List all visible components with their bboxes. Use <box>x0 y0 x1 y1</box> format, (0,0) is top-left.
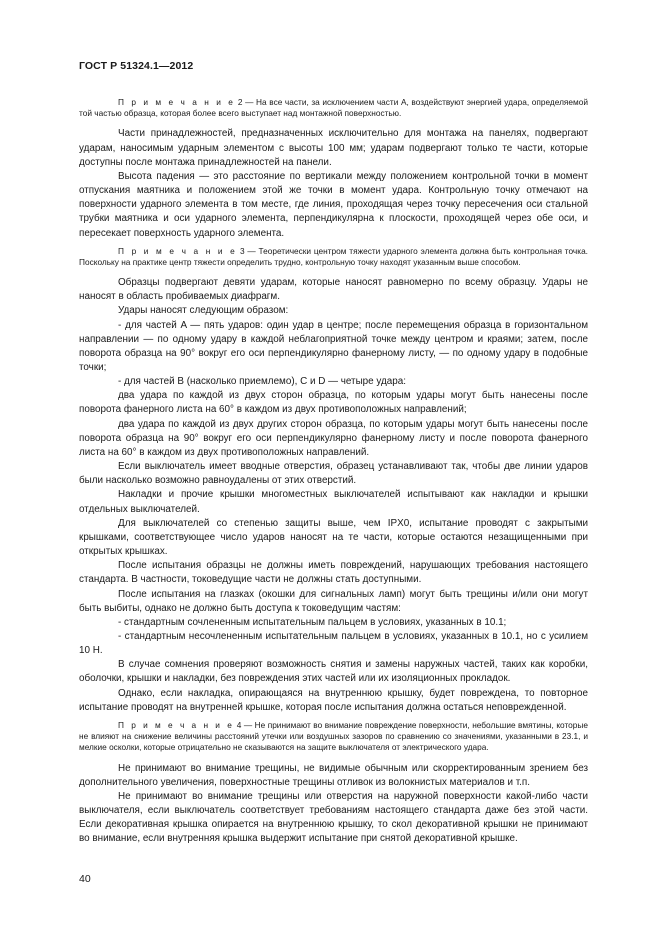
paragraph: В случае сомнения проверяют возможность снятия и замены наружных частей, таких как коробки, оболочки, крышки и накладки, без повреждения этих частей или их изоляционных прокладок. <box>79 659 588 685</box>
note-4 <box>79 720 588 754</box>
paragraph: После испытания образцы не должны иметь повреждений, нарушающих требования настоящего стандарта. В частности, токоведущие части не должны стать доступными. <box>79 560 588 586</box>
note-text: 3 — Теоретически центром тяжести ударного элемента должна быть контрольная точка. Поскольку на практике центр тяжести определить трудно, контрольную точку находят указанным выше способом. <box>79 245 588 267</box>
paragraph: Если выключатель имеет вводные отверстия, образец устанавливают так, чтобы две линии ударов были насколько возможно равноудалены от этих отверстий. <box>79 461 588 487</box>
paragraph: два удара по каждой из двух сторон образца, по которым удары могут быть нанесены после поворота фанерного листа на 60° в каждом из двух противоположных направлений; <box>79 390 588 416</box>
list-item: - стандартным несочлененным испытательным пальцем в условиях, указанных в 10.1, но с усилием 10 Н. <box>79 630 588 657</box>
note-label: П р и м е ч а н и е <box>118 719 235 730</box>
paragraph: Однако, если накладка, опирающаяся на внутреннюю крышку, будет повреждена, то повторное испытание проводят на внутренней крышке, которая после испытания должна остаться неповрежденной. <box>79 687 588 713</box>
paragraph: После испытания на глазках (окошки для сигнальных ламп) могут быть трещины и/или они могут быть выбиты, однако не должно быть доступа к токоведущим частям: <box>79 588 588 614</box>
paragraph: Не принимают во внимание трещины, не видимые обычным или скорректированным зрением без дополнительного увеличения, поверхностные трещины отливок из волокнистых материалов и т.п. <box>79 762 588 788</box>
paragraph: Накладки и прочие крышки многоместных выключателей испытывают как накладки и крышки отдельных выключателей. <box>79 489 588 515</box>
list-item: - стандартным сочлененным испытательным пальцем в условиях, указанных в 10.1; <box>118 616 507 628</box>
paragraph: Для выключателей со степенью защиты выше, чем IPX0, испытание проводят с закрытыми крышками, соответствующее число ударов наносят на те части, которые остаются незащищенными при открытых крышках. <box>79 517 588 558</box>
list-item: - для частей A — пять ударов: один удар в центре; после перемещения образца в горизонтальном направлении — по одному удару в каждой неблагоприятной точке между центром и краями; затем, после поворота образца на 90° вокруг его оси перпендикулярно фанерному листу, — по одному удару в подобные точки; <box>79 319 588 373</box>
paragraph: два удара по каждой из двух других сторон образца, по которым удары могут быть нанесены после поворота образца на 90° вокруг его оси перпендикулярно фанерному листу и после поворота фанерного листа на 60° в каждом из двух противоположных направлений. <box>79 418 588 458</box>
paragraph: Части принадлежностей, предназначенных исключительно для монтажа на панелях, подвергают ударам, наносимым ударным элементом с высоты 100 мм; ударам подвергают только те части, которые доступны после монтажа принадлежностей на панели. <box>79 128 588 168</box>
note-text: 4 — Не принимают во внимание повреждение поверхности, небольшие вмятины, которые не влияют на снижение величины расстояний утечки или воздушных зазоров по сравнению со значениями, указанными в 23.1, и мелкие осколки, которые отрицательно не сказываются на защите выключателя от электрического удара. <box>79 719 588 753</box>
page-number: 40 <box>79 873 91 885</box>
standard-header: ГОСТ Р 51324.1—2012 <box>79 60 194 72</box>
paragraph: Высота падения — это расстояние по вертикали между положением контрольной точки в момент отпускания маятника и положением этой же точки в момент удара. Контрольную точку отмечают на поверхности ударного элемента в том месте, где линия, проходящая через точку пересечения оси стальной трубки маятника и оси ударного элемента, перпендикулярна к плоскости, проходящей через обе оси, и пересекает поверхность ударного элемента. <box>79 170 588 239</box>
note-2 <box>79 97 588 119</box>
paragraph: Удары наносят следующим образом: <box>118 305 289 317</box>
paragraph: Не принимают во внимание трещины или отверстия на наружной поверхности какой-либо части выключателя, если выключатель соответствует требованиям настоящего стандарта даже без этой части. Если декоративная крышка опирается на внутреннюю крышку, то скол декоративной крышки не принимают во внимание, если внутренняя крышка выдержит испытание при снятой декоративной крышке. <box>79 790 588 845</box>
note-label: П р и м е ч а н и е <box>118 245 238 256</box>
note-text: 2 — На все части, за исключением части A, воздействуют энергией удара, определяемой той частью образца, которая более всего выступает над монтажной поверхностью. <box>79 97 588 119</box>
document-body <box>79 97 588 846</box>
note-3 <box>79 246 588 268</box>
note-label: П р и м е ч а н и е <box>118 97 236 107</box>
paragraph: Образцы подвергают девяти ударам, которые наносят равномерно по всему образцу. Удары не наносят в область пробиваемых диафрагм. <box>79 277 588 303</box>
list-item: - для частей B (насколько приемлемо), C и D — четыре удара: <box>118 376 406 388</box>
